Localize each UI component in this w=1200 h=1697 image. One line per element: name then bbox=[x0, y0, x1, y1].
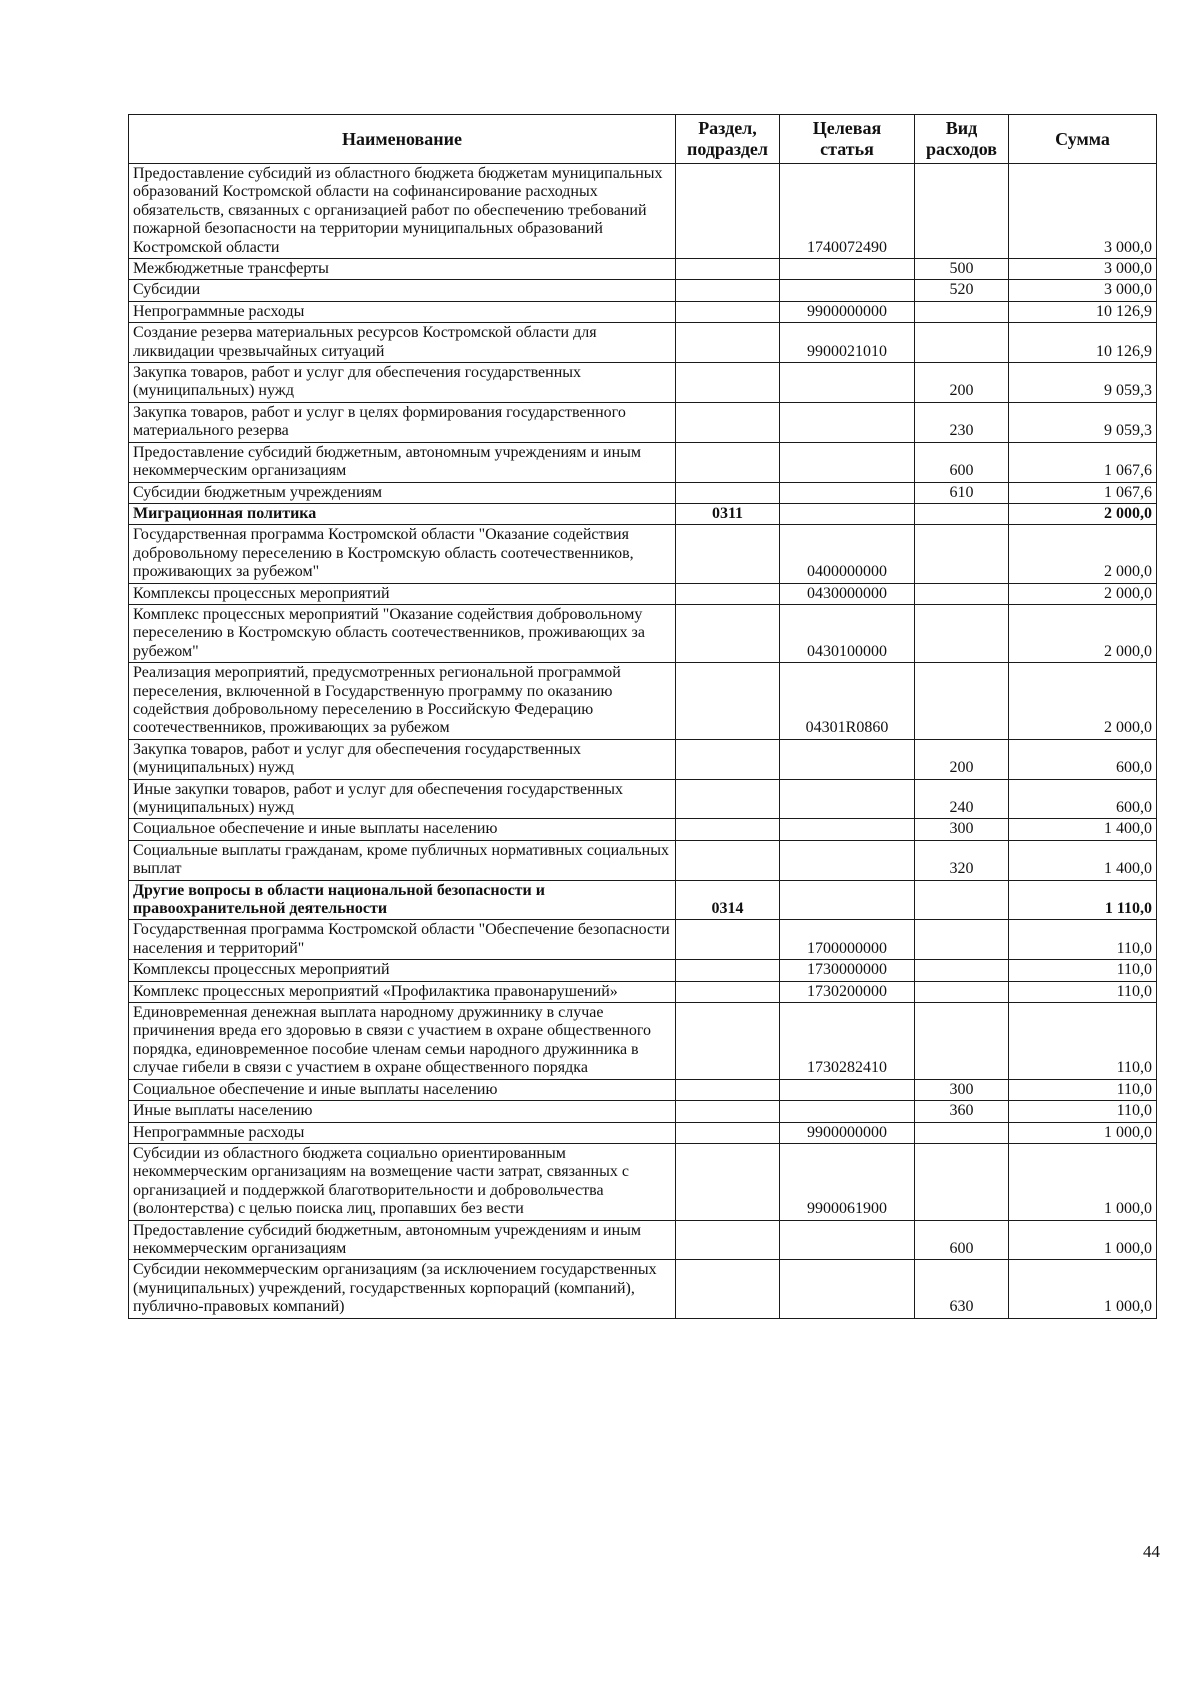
cell-section bbox=[676, 301, 780, 322]
header-kind: Вид расходов bbox=[915, 115, 1009, 164]
cell-section bbox=[676, 1122, 780, 1143]
cell-name: Социальные выплаты гражданам, кроме публичных нормативных социальных выплат bbox=[129, 840, 676, 880]
cell-sum: 600,0 bbox=[1009, 739, 1157, 779]
table-row bbox=[129, 880, 1157, 920]
cell-sum: 110,0 bbox=[1009, 1101, 1157, 1122]
cell-kind bbox=[915, 920, 1009, 960]
header-target: Целевая статья bbox=[780, 115, 915, 164]
cell-target bbox=[780, 402, 915, 442]
cell-section bbox=[676, 1220, 780, 1260]
cell-name: Субсидии bbox=[129, 280, 676, 301]
header-name: Наименование bbox=[129, 115, 676, 164]
table-row bbox=[129, 402, 1157, 442]
cell-sum: 110,0 bbox=[1009, 1003, 1157, 1080]
table-row bbox=[129, 1101, 1157, 1122]
cell-kind bbox=[915, 604, 1009, 662]
table-row bbox=[129, 1079, 1157, 1100]
cell-section bbox=[676, 323, 780, 363]
cell-sum: 1 000,0 bbox=[1009, 1220, 1157, 1260]
cell-name: Закупка товаров, работ и услуг для обеспечения государственных (муниципальных) нужд bbox=[129, 739, 676, 779]
cell-target bbox=[780, 1260, 915, 1318]
cell-target: 1730200000 bbox=[780, 981, 915, 1002]
cell-kind bbox=[915, 880, 1009, 920]
cell-kind bbox=[915, 323, 1009, 363]
cell-target: 1730000000 bbox=[780, 960, 915, 981]
cell-kind: 600 bbox=[915, 442, 1009, 482]
cell-sum: 1 000,0 bbox=[1009, 1260, 1157, 1318]
cell-kind: 320 bbox=[915, 840, 1009, 880]
page-number: 44 bbox=[1143, 1542, 1160, 1561]
cell-sum: 10 126,9 bbox=[1009, 301, 1157, 322]
table-row bbox=[129, 301, 1157, 322]
cell-section bbox=[676, 960, 780, 981]
cell-name: Непрограммные расходы bbox=[129, 301, 676, 322]
cell-section bbox=[676, 164, 780, 259]
cell-target bbox=[780, 739, 915, 779]
cell-kind bbox=[915, 503, 1009, 524]
cell-kind: 360 bbox=[915, 1101, 1009, 1122]
cell-name: Иные выплаты населению bbox=[129, 1101, 676, 1122]
cell-target: 0430100000 bbox=[780, 604, 915, 662]
cell-section bbox=[676, 981, 780, 1002]
table-row bbox=[129, 604, 1157, 662]
cell-section bbox=[676, 363, 780, 403]
cell-kind bbox=[915, 1143, 1009, 1220]
cell-sum: 110,0 bbox=[1009, 1079, 1157, 1100]
cell-section bbox=[676, 280, 780, 301]
cell-section bbox=[676, 1003, 780, 1080]
cell-target bbox=[780, 482, 915, 503]
cell-sum: 1 400,0 bbox=[1009, 840, 1157, 880]
cell-section bbox=[676, 739, 780, 779]
cell-section bbox=[676, 259, 780, 280]
cell-target: 9900000000 bbox=[780, 1122, 915, 1143]
cell-kind: 630 bbox=[915, 1260, 1009, 1318]
cell-name: Миграционная политика bbox=[129, 503, 676, 524]
cell-target: 1700000000 bbox=[780, 920, 915, 960]
cell-sum: 9 059,3 bbox=[1009, 402, 1157, 442]
cell-sum: 110,0 bbox=[1009, 960, 1157, 981]
table-row bbox=[129, 779, 1157, 819]
cell-section bbox=[676, 663, 780, 740]
cell-target: 0430000000 bbox=[780, 583, 915, 604]
cell-kind: 500 bbox=[915, 259, 1009, 280]
cell-target bbox=[780, 503, 915, 524]
cell-name: Комплексы процессных мероприятий bbox=[129, 583, 676, 604]
cell-sum: 2 000,0 bbox=[1009, 604, 1157, 662]
cell-sum: 1 400,0 bbox=[1009, 819, 1157, 840]
cell-name: Предоставление субсидий из областного бюджета бюджетам муниципальных образований Костромской области на софинансирование расходных обязательств, связанных с организацией работ по обеспечению требований пожарной безопасности на территории муниципальных образований Костромской области bbox=[129, 164, 676, 259]
cell-kind: 610 bbox=[915, 482, 1009, 503]
table-row bbox=[129, 1260, 1157, 1318]
table-row bbox=[129, 363, 1157, 403]
cell-target bbox=[780, 1220, 915, 1260]
cell-target bbox=[780, 442, 915, 482]
cell-sum: 600,0 bbox=[1009, 779, 1157, 819]
cell-name: Создание резерва материальных ресурсов Костромской области для ликвидации чрезвычайных ситуаций bbox=[129, 323, 676, 363]
cell-section bbox=[676, 604, 780, 662]
cell-section bbox=[676, 920, 780, 960]
table-header-row bbox=[129, 115, 1157, 164]
table-row bbox=[129, 981, 1157, 1002]
cell-kind bbox=[915, 663, 1009, 740]
cell-name: Комплекс процессных мероприятий «Профилактика правонарушений» bbox=[129, 981, 676, 1002]
cell-kind: 300 bbox=[915, 819, 1009, 840]
table-body bbox=[129, 164, 1157, 1319]
cell-sum: 2 000,0 bbox=[1009, 663, 1157, 740]
table-row bbox=[129, 482, 1157, 503]
cell-sum: 2 000,0 bbox=[1009, 583, 1157, 604]
cell-name: Социальное обеспечение и иные выплаты населению bbox=[129, 819, 676, 840]
cell-name: Социальное обеспечение и иные выплаты населению bbox=[129, 1079, 676, 1100]
table-row bbox=[129, 1003, 1157, 1080]
cell-kind: 300 bbox=[915, 1079, 1009, 1100]
table-row bbox=[129, 280, 1157, 301]
table-row bbox=[129, 164, 1157, 259]
table-row bbox=[129, 525, 1157, 583]
cell-section bbox=[676, 840, 780, 880]
cell-name: Субсидии бюджетным учреждениям bbox=[129, 482, 676, 503]
cell-section bbox=[676, 442, 780, 482]
cell-section bbox=[676, 482, 780, 503]
cell-target bbox=[780, 280, 915, 301]
cell-target: 9900061900 bbox=[780, 1143, 915, 1220]
cell-sum: 10 126,9 bbox=[1009, 323, 1157, 363]
table-row bbox=[129, 1122, 1157, 1143]
table-row bbox=[129, 739, 1157, 779]
cell-kind bbox=[915, 583, 1009, 604]
budget-table bbox=[128, 114, 1157, 1319]
table-row bbox=[129, 583, 1157, 604]
cell-name: Государственная программа Костромской области "Обеспечение безопасности населения и территорий" bbox=[129, 920, 676, 960]
cell-name: Межбюджетные трансферты bbox=[129, 259, 676, 280]
cell-section bbox=[676, 1079, 780, 1100]
cell-kind bbox=[915, 1122, 1009, 1143]
cell-sum: 1 000,0 bbox=[1009, 1122, 1157, 1143]
cell-sum: 1 000,0 bbox=[1009, 1143, 1157, 1220]
cell-name: Реализация мероприятий, предусмотренных региональной программой переселения, включенной в Государственную программу по оказанию содействия добровольному переселению в Российскую Федерацию соотечественников, проживающих за рубежом bbox=[129, 663, 676, 740]
cell-section bbox=[676, 779, 780, 819]
header-section: Раздел, подраздел bbox=[676, 115, 780, 164]
cell-name: Государственная программа Костромской области "Оказание содействия добровольному переселению в Костромскую область соотечественников, проживающих за рубежом" bbox=[129, 525, 676, 583]
table-row bbox=[129, 1143, 1157, 1220]
cell-target bbox=[780, 1079, 915, 1100]
cell-target: 04301R0860 bbox=[780, 663, 915, 740]
cell-name: Субсидии некоммерческим организациям (за исключением государственных (муниципальных) учреждений, государственных корпораций (компаний), публично-правовых компаний) bbox=[129, 1260, 676, 1318]
cell-target bbox=[780, 259, 915, 280]
cell-kind: 600 bbox=[915, 1220, 1009, 1260]
table-row bbox=[129, 323, 1157, 363]
cell-section bbox=[676, 1101, 780, 1122]
cell-kind bbox=[915, 301, 1009, 322]
cell-target: 9900000000 bbox=[780, 301, 915, 322]
table-row bbox=[129, 840, 1157, 880]
cell-name: Закупка товаров, работ и услуг для обеспечения государственных (муниципальных) нужд bbox=[129, 363, 676, 403]
cell-kind: 240 bbox=[915, 779, 1009, 819]
cell-section bbox=[676, 583, 780, 604]
cell-sum: 3 000,0 bbox=[1009, 280, 1157, 301]
cell-name: Закупка товаров, работ и услуг в целях формирования государственного материального резерва bbox=[129, 402, 676, 442]
cell-name: Другие вопросы в области национальной безопасности и правоохранительной деятельности bbox=[129, 880, 676, 920]
cell-kind: 200 bbox=[915, 739, 1009, 779]
cell-target: 0400000000 bbox=[780, 525, 915, 583]
cell-sum: 3 000,0 bbox=[1009, 259, 1157, 280]
cell-section bbox=[676, 819, 780, 840]
cell-section bbox=[676, 1143, 780, 1220]
cell-target bbox=[780, 1101, 915, 1122]
cell-kind: 230 bbox=[915, 402, 1009, 442]
cell-sum: 1 067,6 bbox=[1009, 442, 1157, 482]
table-row bbox=[129, 663, 1157, 740]
cell-name: Единовременная денежная выплата народному дружиннику в случае причинения вреда его здоровью в связи с участием в охране общественного порядка, единовременное пособие членам семьи народного дружинника в случае гибели в связи с участием в охране общественного порядка bbox=[129, 1003, 676, 1080]
cell-target bbox=[780, 840, 915, 880]
cell-target: 1730282410 bbox=[780, 1003, 915, 1080]
cell-name: Непрограммные расходы bbox=[129, 1122, 676, 1143]
cell-name: Комплексы процессных мероприятий bbox=[129, 960, 676, 981]
cell-target: 1740072490 bbox=[780, 164, 915, 259]
cell-kind bbox=[915, 960, 1009, 981]
cell-name: Иные закупки товаров, работ и услуг для обеспечения государственных (муниципальных) нужд bbox=[129, 779, 676, 819]
table-row bbox=[129, 960, 1157, 981]
cell-kind bbox=[915, 1003, 1009, 1080]
cell-section: 0311 bbox=[676, 503, 780, 524]
cell-kind bbox=[915, 525, 1009, 583]
table-row bbox=[129, 503, 1157, 524]
cell-name: Предоставление субсидий бюджетным, автономным учреждениям и иным некоммерческим организациям bbox=[129, 442, 676, 482]
cell-section bbox=[676, 402, 780, 442]
cell-name: Комплекс процессных мероприятий "Оказание содействия добровольному переселению в Костромскую область соотечественников, проживающих за рубежом" bbox=[129, 604, 676, 662]
cell-sum: 1 110,0 bbox=[1009, 880, 1157, 920]
cell-name: Предоставление субсидий бюджетным, автономным учреждениям и иным некоммерческим организациям bbox=[129, 1220, 676, 1260]
cell-section: 0314 bbox=[676, 880, 780, 920]
cell-sum: 3 000,0 bbox=[1009, 164, 1157, 259]
cell-kind: 520 bbox=[915, 280, 1009, 301]
table-row bbox=[129, 819, 1157, 840]
cell-target bbox=[780, 880, 915, 920]
cell-sum: 110,0 bbox=[1009, 920, 1157, 960]
cell-target bbox=[780, 363, 915, 403]
cell-section bbox=[676, 1260, 780, 1318]
cell-kind bbox=[915, 164, 1009, 259]
cell-target bbox=[780, 779, 915, 819]
cell-sum: 9 059,3 bbox=[1009, 363, 1157, 403]
cell-target bbox=[780, 819, 915, 840]
cell-kind: 200 bbox=[915, 363, 1009, 403]
cell-sum: 2 000,0 bbox=[1009, 525, 1157, 583]
cell-sum: 2 000,0 bbox=[1009, 503, 1157, 524]
table-row bbox=[129, 442, 1157, 482]
cell-kind bbox=[915, 981, 1009, 1002]
table-row bbox=[129, 1220, 1157, 1260]
header-sum: Сумма bbox=[1009, 115, 1157, 164]
cell-sum: 110,0 bbox=[1009, 981, 1157, 1002]
budget-sheet bbox=[128, 114, 1156, 1319]
cell-sum: 1 067,6 bbox=[1009, 482, 1157, 503]
cell-name: Субсидии из областного бюджета социально ориентированным некоммерческим организациям на возмещение части затрат, связанных с организацией и поддержкой благотворительности и добровольчества (волонтерства) с целью поиска лиц, пропавших без вести bbox=[129, 1143, 676, 1220]
cell-section bbox=[676, 525, 780, 583]
table-row bbox=[129, 920, 1157, 960]
cell-target: 9900021010 bbox=[780, 323, 915, 363]
table-row bbox=[129, 259, 1157, 280]
